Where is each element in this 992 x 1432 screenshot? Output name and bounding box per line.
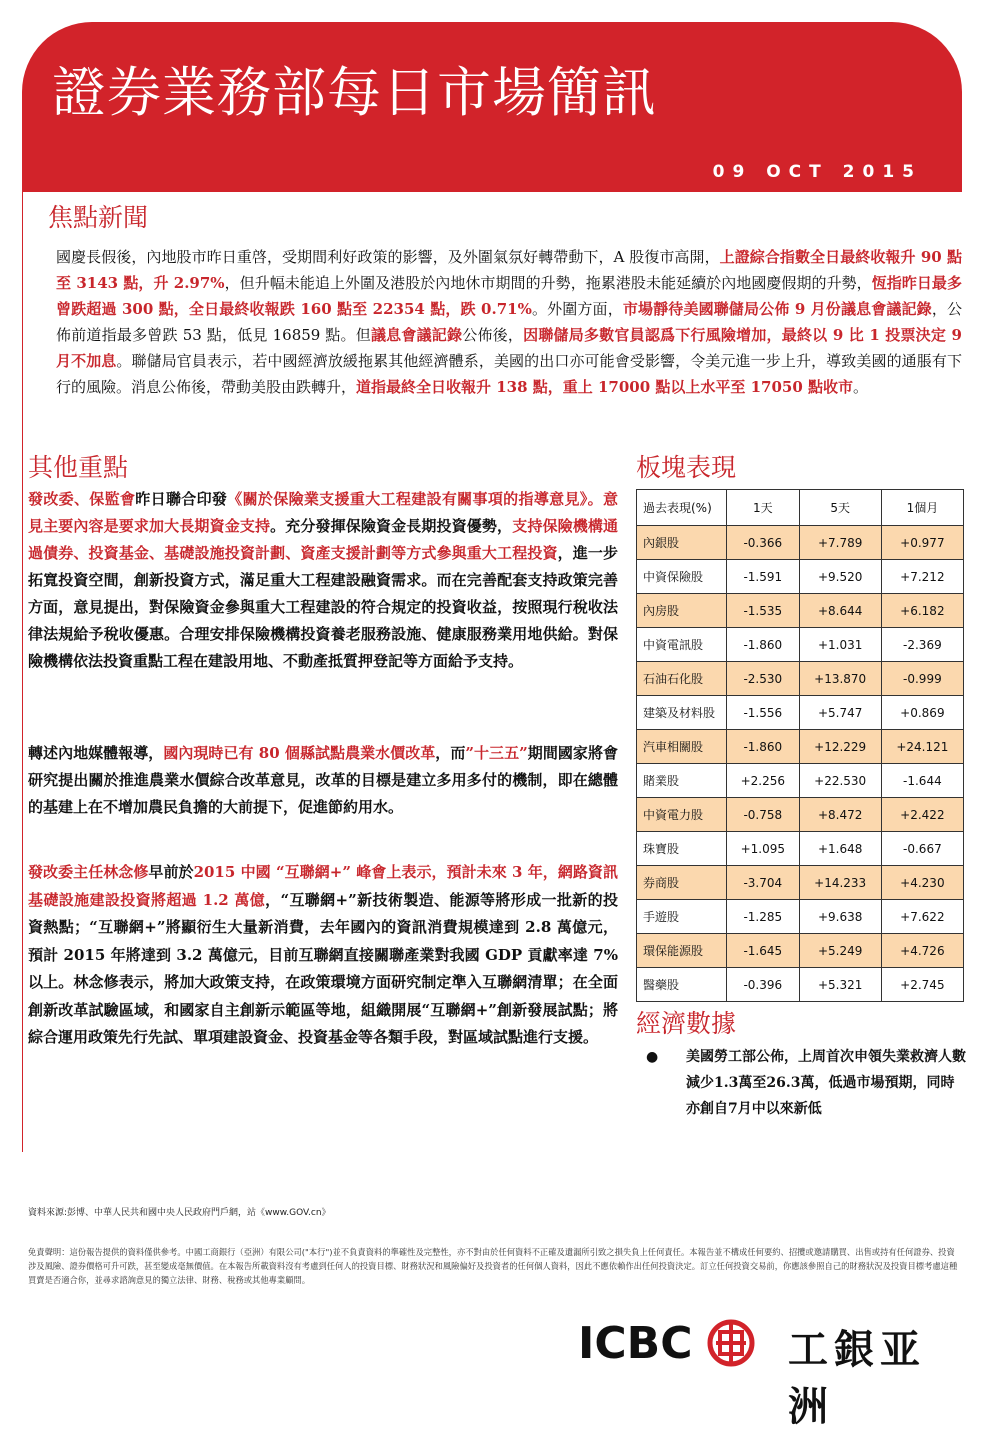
return-5d-cell: +7.789 bbox=[799, 526, 881, 560]
text-segment: 。聯儲局官員表示，若中國經濟放緩拖累其他經濟體系，美國的出口亦可能會受影響，令美元進一步上升，導致美國的通脹有下行的風險。消息公佈後，帶動美股由跌轉升， bbox=[56, 352, 962, 396]
return-1m-cell: +24.121 bbox=[881, 730, 963, 764]
return-1d-cell: -1.285 bbox=[727, 900, 800, 934]
return-1d-cell: -0.366 bbox=[727, 526, 800, 560]
icbc-logo bbox=[578, 1318, 968, 1430]
return-1d-cell: -1.535 bbox=[727, 594, 800, 628]
sector-name-cell: 醫藥股 bbox=[637, 968, 727, 1002]
table-header-row bbox=[637, 490, 964, 526]
others-heading: 其他重點 bbox=[28, 453, 129, 482]
sector-name-cell: 內銀股 bbox=[637, 526, 727, 560]
return-1m-cell: +2.422 bbox=[881, 798, 963, 832]
table-row bbox=[637, 662, 964, 696]
highlight-text: 支持保險機構通過債券、投資基金、基礎設施投資計劃、資產支援計劃等方式參與重大工程投資 bbox=[28, 517, 618, 562]
highlight-text: 發改委、保監會 bbox=[28, 490, 136, 508]
highlight-text: 因聯儲局多數官員認爲下行風險增加，最終以 9 比 1 投票決定 9 月不加息 bbox=[56, 326, 962, 370]
icbc-emblem-icon bbox=[702, 1318, 760, 1368]
sector-name-cell: 環保能源股 bbox=[637, 934, 727, 968]
return-5d-cell: +5.249 bbox=[799, 934, 881, 968]
return-1m-cell: +0.869 bbox=[881, 696, 963, 730]
highlight-text: 國內現時已有 80 個縣試點農業水價改革 bbox=[163, 744, 436, 762]
highlight-text: 恆指昨日最多曾跌超過 300 點，全日最終收報跌 160 點至 22354 點，跌 0.71% bbox=[56, 274, 962, 318]
header-banner bbox=[22, 22, 962, 192]
sector-name-cell: 建築及材料股 bbox=[637, 696, 727, 730]
sector-name-cell: 手遊股 bbox=[637, 900, 727, 934]
return-5d-cell: +8.472 bbox=[799, 798, 881, 832]
text-segment: 早前於 bbox=[148, 863, 194, 881]
text-segment: 期間國家將會研究提出關於推進農業水價綜合改革意見，改革的目標是建立多用多付的機制，即在總體的基建上在不增加農民負擔的大前提下，促進節約用水。 bbox=[28, 744, 618, 816]
return-1d-cell: -1.556 bbox=[727, 696, 800, 730]
highlight-text: 市場靜待美國聯儲局公佈 9 月份議息會議記錄 bbox=[622, 300, 932, 318]
table-row bbox=[637, 764, 964, 798]
focus-news-text bbox=[56, 244, 962, 400]
bullet-icon: ● bbox=[646, 1049, 659, 1065]
col-header-sector: 過去表現(%) bbox=[637, 490, 727, 526]
return-5d-cell: +9.520 bbox=[799, 560, 881, 594]
return-1d-cell: -3.704 bbox=[727, 866, 800, 900]
return-1m-cell: +4.230 bbox=[881, 866, 963, 900]
return-5d-cell: +9.638 bbox=[799, 900, 881, 934]
focus-heading: 焦點新聞 bbox=[48, 203, 149, 232]
sector-name-cell: 券商股 bbox=[637, 866, 727, 900]
return-5d-cell: +12.229 bbox=[799, 730, 881, 764]
col-header-1m: 1個月 bbox=[881, 490, 963, 526]
others-paragraph-2 bbox=[28, 740, 618, 821]
text-segment: 。外圍方面， bbox=[531, 300, 623, 318]
left-rule bbox=[22, 192, 23, 1152]
text-segment: ，但升幅未能追上外圍及港股於內地休市期間的升勢，拖累港股未能延續於內地國慶假期的升勢， bbox=[224, 274, 872, 292]
highlight-text: 道指最終全日收報升 138 點，重上 17000 點以上水平至 17050 點收市 bbox=[356, 378, 854, 396]
logo-chinese: 工銀亚洲 bbox=[788, 1327, 926, 1430]
table-row bbox=[637, 696, 964, 730]
sector-name-cell: 汽車相關股 bbox=[637, 730, 727, 764]
text-segment: 公佈後， bbox=[462, 326, 524, 344]
return-1m-cell: +7.622 bbox=[881, 900, 963, 934]
disclaimer: 免責聲明：這份報告提供的資料僅供參考。中國工商銀行（亞洲）有限公司("本行")並不負責資料的準確性及完整性，亦不對由於任何資料不正確及遺漏所引致之損失負上任何責任。本報告並不構成任何要約、招攬或邀請購買、出售或持有任何證券、投資涉及風險、證券價格可升可跌，甚至變成毫無價值。在本報告所載資料沒有考慮到任何人的投資目標、財務狀況和風險偏好及投資者的任何個人資料，因此不應依賴作出任何投資決定。訂立任何投資交易前，你應該參照自己的財務狀況及投資目標考慮這種買賣是否適合你，並尋求諮詢意見的獨立法律、財務、稅務或其他專業顧問。 bbox=[28, 1247, 958, 1285]
return-1d-cell: -0.396 bbox=[727, 968, 800, 1002]
return-1d-cell: -1.645 bbox=[727, 934, 800, 968]
return-5d-cell: +13.870 bbox=[799, 662, 881, 696]
data-source: 資料來源:彭博、中華人民共和國中央人民政府門戶網，站《www.GOV.cn》 bbox=[28, 1208, 331, 1218]
text-segment: ，而 bbox=[435, 744, 466, 762]
return-5d-cell: +1.031 bbox=[799, 628, 881, 662]
table-row bbox=[637, 628, 964, 662]
sector-name-cell: 中資保險股 bbox=[637, 560, 727, 594]
return-1d-cell: +2.256 bbox=[727, 764, 800, 798]
text-segment: 國慶長假後，內地股市昨日重啓，受期間利好政策的影響，及外圍氣氛好轉帶動下，A 股復市高開， bbox=[56, 248, 720, 266]
text-segment: 昨日聯合印發 bbox=[135, 490, 228, 508]
table-row bbox=[637, 594, 964, 628]
return-1d-cell: -1.860 bbox=[727, 628, 800, 662]
text-segment: ，進一步拓寬投資空間，創新投資方式，滿足重大工程建設融資需求。而在完善配套支持政策完善方面，意見提出，對保險資金參與重大工程建設的符合規定的投資收益，按照現行稅收法律法規給予稅收優惠。合理安排保險機構投資養老服務設施、健康服務業用地供給。對保險機構依法投資重點工程在建設用地、不動產抵質押登記等方面給予支持。 bbox=[28, 544, 618, 670]
highlight-text: 《關於保險業支援重大工程建設有關事項的指導意見》。意見主要內容是要求加大長期資金支持 bbox=[28, 490, 618, 535]
return-1d-cell: -0.758 bbox=[727, 798, 800, 832]
return-1m-cell: +2.745 bbox=[881, 968, 963, 1002]
others-paragraph-1 bbox=[28, 486, 618, 675]
text-segment: 轉述內地媒體報導， bbox=[28, 744, 164, 762]
others-paragraph-3 bbox=[28, 859, 618, 1052]
table-row bbox=[637, 968, 964, 1002]
col-header-1d: 1天 bbox=[727, 490, 800, 526]
economy-heading: 經濟數據 bbox=[636, 1009, 737, 1038]
table-row bbox=[637, 560, 964, 594]
sector-name-cell: 內房股 bbox=[637, 594, 727, 628]
return-1m-cell: +4.726 bbox=[881, 934, 963, 968]
economy-item-text: 美國勞工部公佈，上周首次申領失業救濟人數減少1.3萬至26.3萬，低過市場預期，同時亦創自7月中以來新低 bbox=[686, 1049, 966, 1117]
return-5d-cell: +1.648 bbox=[799, 832, 881, 866]
sector-name-cell: 珠寶股 bbox=[637, 832, 727, 866]
sector-name-cell: 中資電訊股 bbox=[637, 628, 727, 662]
return-5d-cell: +5.321 bbox=[799, 968, 881, 1002]
text-segment: ，公佈前道指最多曾跌 53 點，低見 16859 點。但 bbox=[56, 300, 962, 344]
sector-name-cell: 中資電力股 bbox=[637, 798, 727, 832]
sector-performance-table bbox=[636, 489, 964, 1002]
text-segment: 。 bbox=[853, 378, 869, 396]
highlight-text: ”十三五” bbox=[465, 744, 528, 762]
return-1m-cell: -0.999 bbox=[881, 662, 963, 696]
highlight-text: 議息會議記錄 bbox=[370, 326, 463, 344]
sectors-heading: 板塊表現 bbox=[636, 453, 737, 482]
report-date: 09 OCT 2015 bbox=[712, 162, 922, 182]
table-row bbox=[637, 866, 964, 900]
return-1d-cell: +1.095 bbox=[727, 832, 800, 866]
return-1m-cell: +0.977 bbox=[881, 526, 963, 560]
return-5d-cell: +14.233 bbox=[799, 866, 881, 900]
table-row bbox=[637, 832, 964, 866]
text-segment: 。充分發揮保險資金長期投資優勢， bbox=[270, 517, 513, 535]
sector-name-cell: 石油石化股 bbox=[637, 662, 727, 696]
sector-name-cell: 賭業股 bbox=[637, 764, 727, 798]
return-1m-cell: -0.667 bbox=[881, 832, 963, 866]
table-row bbox=[637, 900, 964, 934]
return-5d-cell: +22.530 bbox=[799, 764, 881, 798]
highlight-text: 發改委主任林念修 bbox=[28, 863, 149, 881]
highlight-text: 上證綜合指數全日最終收報升 90 點至 3143 點，升 2.97% bbox=[56, 248, 962, 292]
logo-latin: ICBC bbox=[578, 1318, 693, 1369]
text-segment: ，“互聯網+”新技術製造、能源等將形成一批新的投資熱點；“互聯網+”將顯衍生大量新消費，去年國內的資訊消費規模達到 2.8 萬億元，預計 2015 年將達到 3.2 萬億元，目前互聯網直接關聯產業對我國 GDP 貢獻率達 7%以上。林念修表示，將加大政策支持，在政策環境方面研究制定準入互聯網清單；在全面創新改革試驗區域，和國家自主創新示範區等地，組織開展“互聯網+”創新發展試點；將綜合運用政策先行先試、單項建設資金、投資基金等各類手段，對區域試點進行支援。 bbox=[28, 890, 619, 1046]
col-header-5d: 5天 bbox=[799, 490, 881, 526]
return-1d-cell: -2.530 bbox=[727, 662, 800, 696]
return-1m-cell: -1.644 bbox=[881, 764, 963, 798]
return-1m-cell: +7.212 bbox=[881, 560, 963, 594]
table-row bbox=[637, 798, 964, 832]
return-1d-cell: -1.591 bbox=[727, 560, 800, 594]
return-5d-cell: +5.747 bbox=[799, 696, 881, 730]
return-1m-cell: +6.182 bbox=[881, 594, 963, 628]
highlight-text: 2015 中國 “互聯網+” 峰會上表示，預計未來 3 年，網路資訊基礎設施建設投資將超過 1.2 萬億 bbox=[28, 863, 618, 909]
table-row bbox=[637, 730, 964, 764]
return-1d-cell: -1.860 bbox=[727, 730, 800, 764]
return-1m-cell: -2.369 bbox=[881, 628, 963, 662]
return-5d-cell: +8.644 bbox=[799, 594, 881, 628]
table-row bbox=[637, 934, 964, 968]
page-title: 證券業務部每日市場簡訊 bbox=[52, 61, 657, 124]
table-row bbox=[637, 526, 964, 560]
